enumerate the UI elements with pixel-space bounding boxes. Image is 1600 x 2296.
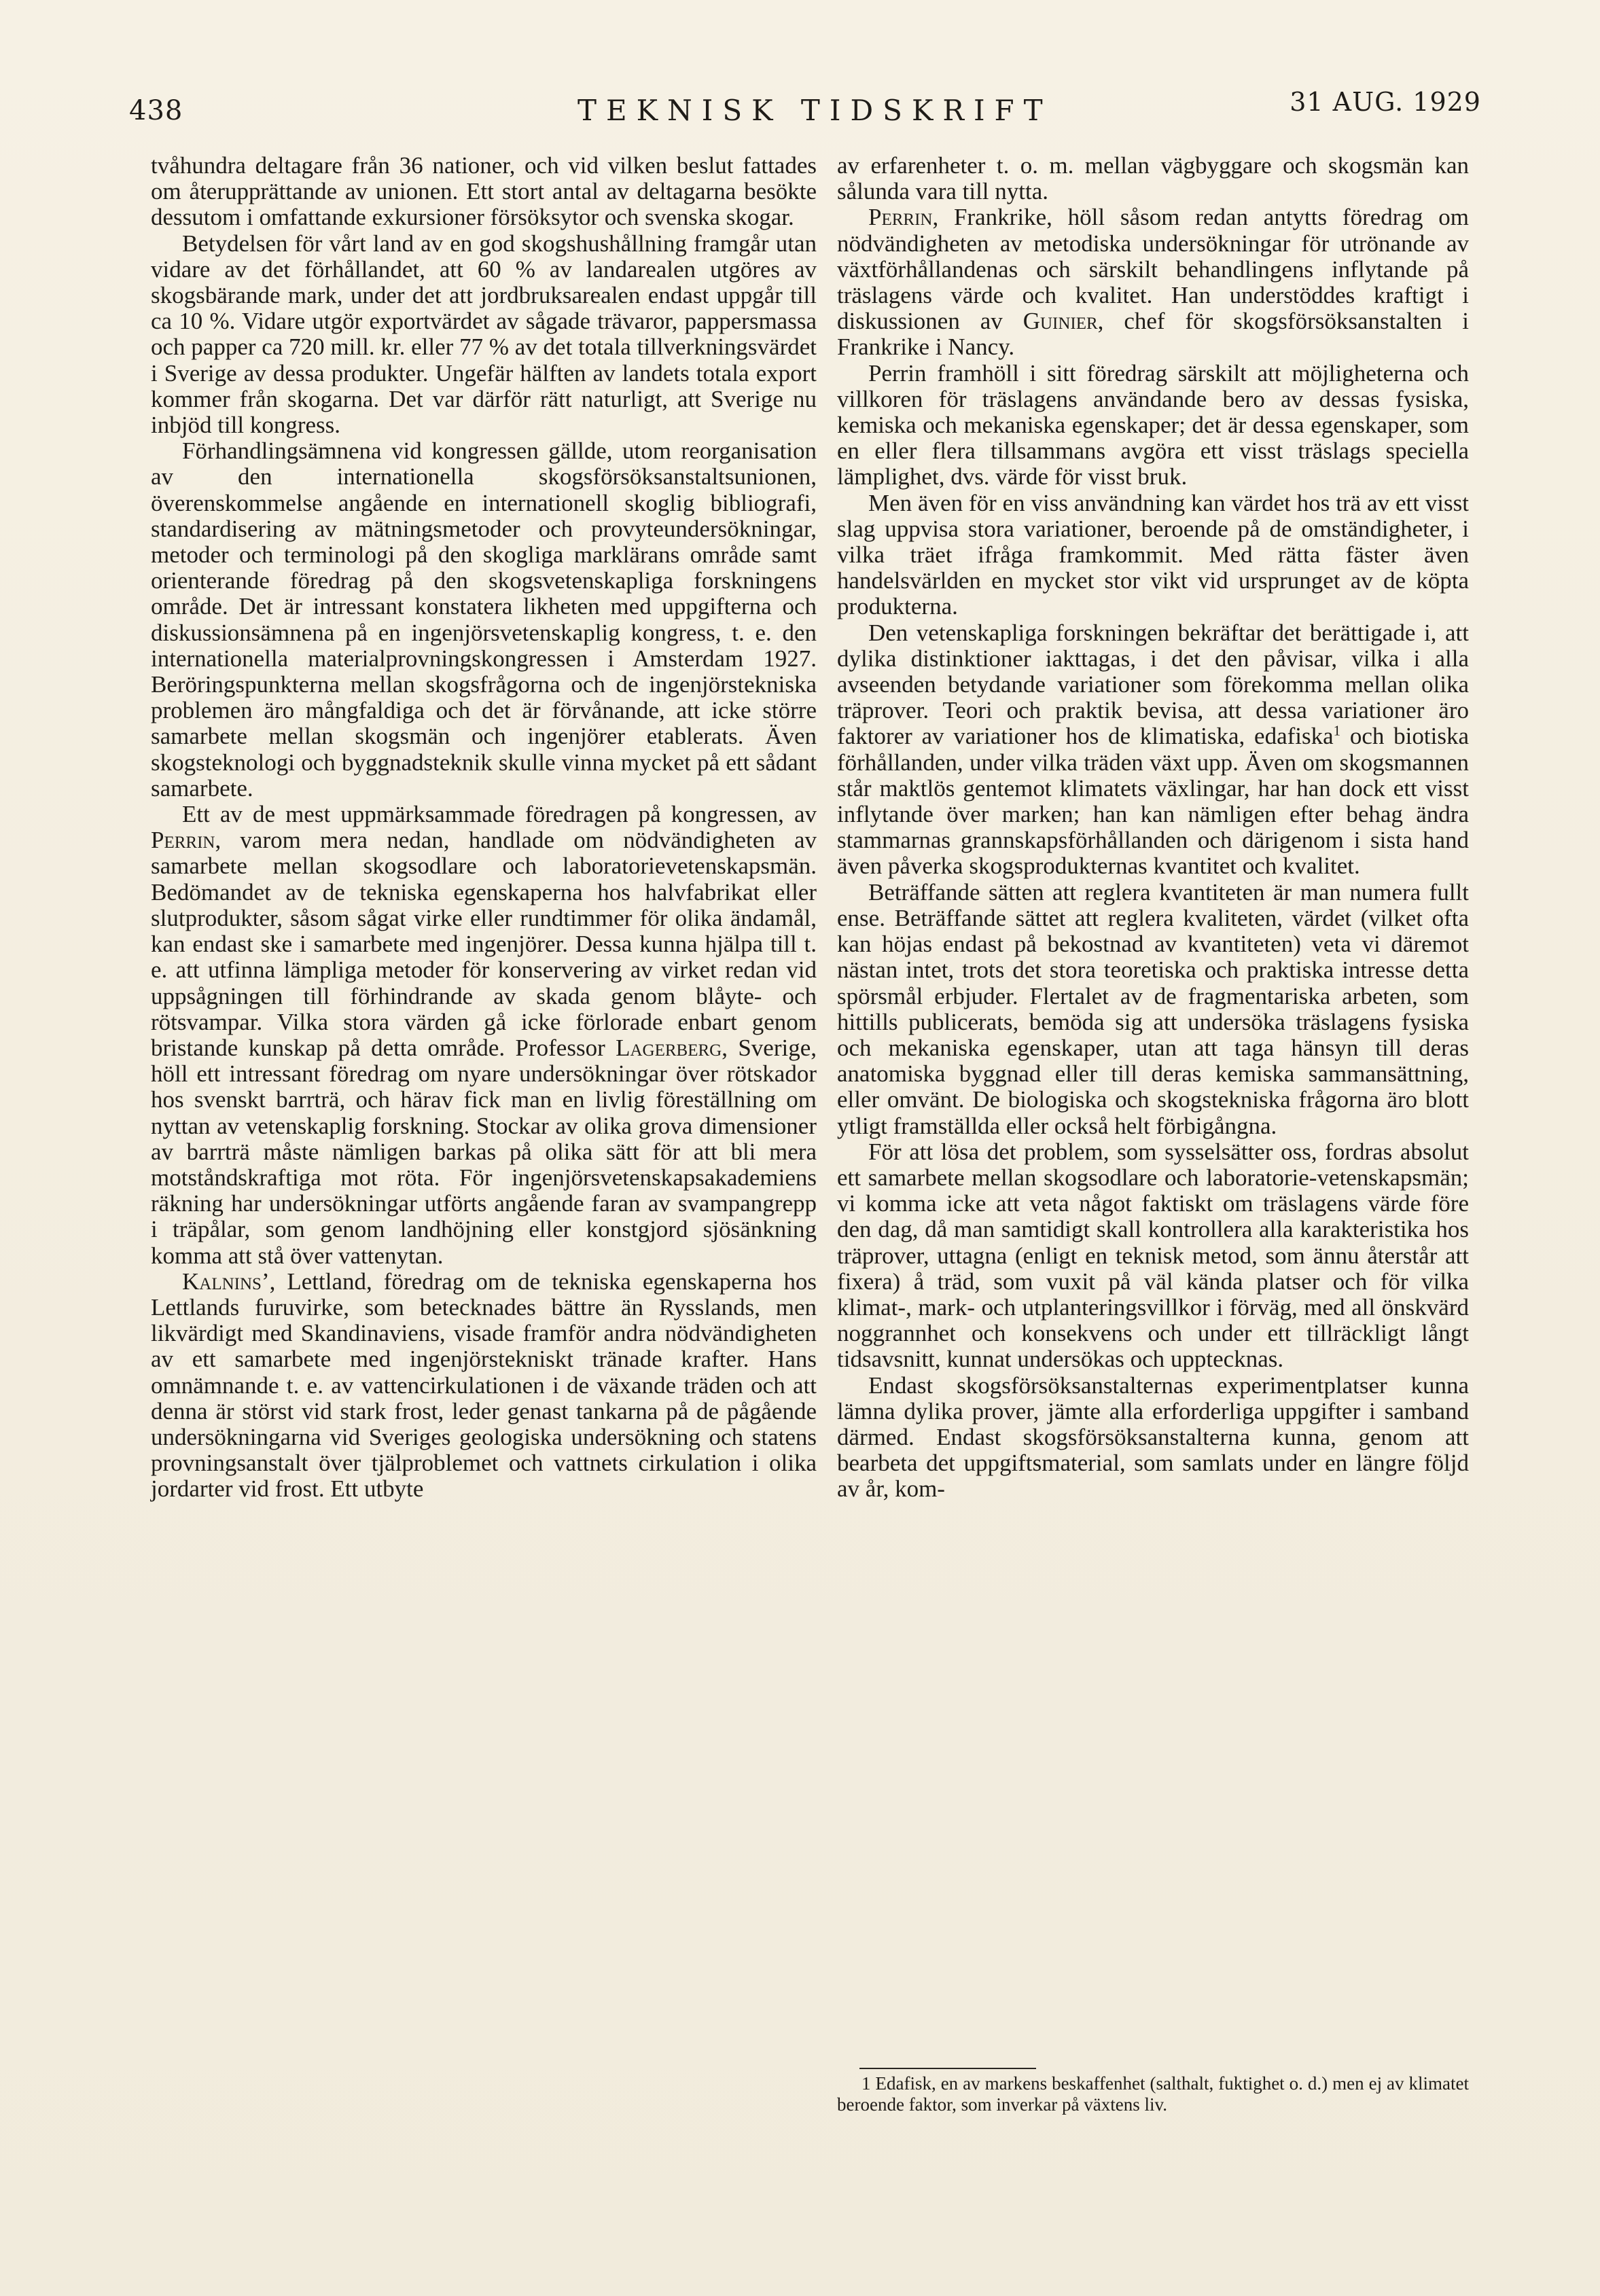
paragraph [151,802,817,1269]
journal-title: TEKNISK TIDSKRIFT [577,94,1052,127]
paragraph-text: Den vetenskapliga forskningen bekräftar det berättigade i, att dylika distinktioner iakttagas, i det den påvisar, vilka i alla avseenden betydande variationer som förekomma mellan olika träprover. Teori och praktik bevisa, att dessa variationer äro faktorer av variationer hos de klimatiska, edafiska [837,619,1469,750]
paragraph-text: , varom mera nedan, handlade om nödvändigheten av samarbete mellan skogsodlare och laboratorievetenskapsmän. Bedömandet av de tekniska egenskaperna hos halvfabrikat eller slutprodukter, såsom sågat virke eller rundtimmer för olika ändamål, kan endast ske i samarbete med ingenjörer. Dessa kunna hjälpa till t. e. att utfinna lämpliga metoder för konservering av virket redan vid uppsågningen till förhindrande av skada genom blåyte- och rötsvampar. Vilka stora värden gå icke förlorade enbart genom bristande kunskap på detta område. Professor [151,827,817,1061]
left-column [151,153,817,1503]
paragraph: Förhandlingsämnena vid kongressen gällde, utom reorganisation av den internationella skogsförsöksanstaltsunionen, överenskommelse angående en internationell skoglig bibliografi, standardisering av mätningsmetoder och provyteundersökningar, metoder och terminologi på den skogliga marklärans område samt orienterande föredrag på den skogsvetenskapliga forskningens område. Det är intressant konstatera likheten med uppgifterna och diskussionsämnena på en ingenjörsvetenskaplig kongress, t. e. den internationella materialprovningskongressen i Amsterdam 1927. Beröringspunkterna mellan skogsfrågorna och de ingenjörstekniska problemen äro mångfaldiga och det är förvånande, att icke större samarbete mellan skogsmän och ingenjörer etablerats. Även skogsteknologi och byggnadsteknik skulle vinna mycket på ett sådant samarbete. [151,437,817,802]
paragraph-text: ’, Lettland, föredrag om de tekniska egenskaperna hos Lettlands furuvirke, som betecknades bättre än Rysslands, men likvärdigt med Skandinaviens, visade framför andra nödvändigheten av ett samarbete med ingenjörstekniskt tränade krafter. Hans omnämnande t. e. av vattencirkulationen i de växande träden och att denna är störst vid stark frost, leder genast tankarna på de pågående undersökningarna vid Sveriges geologiska undersökning och statens provningsanstalt över tjälproblemet och vattnets cirkulation i olika jordarter vid frost. Ett utbyte [151,1268,817,1503]
paragraph-text: och biotiska förhållanden, under vilka träden växt upp. Även om skogsmannen står maktlös gentemot klimatets växlingar, har han dock ett visst inflytande över marken; han kan nämligen efter behag ändra stammarnas grannskapsförhållanden och därigenom i sista hand även påverka skogsprodukternas kvantitet och kvalitet. [837,723,1469,880]
paragraph: Perrin framhöll i sitt föredrag särskilt att möjligheterna och villkoren för träslagens användande bero av dessas fysiska, kemiska och mekaniska egenskaper; det är dessa egenskaper, som en eller flera tillsammans avgöra ett visst träslags speciella lämplighet, dvs. värde för visst bruk. [837,359,1469,490]
paragraph: tvåhundra deltagare från 36 nationer, och vid vilken beslut fattades om återupprättande av unionen. Ett stort antal av deltagarna besökte dessutom i omfattande exkursioner försöksytor och svenska skogar. [151,152,817,231]
footnote-marker: 1 [861,2073,871,2094]
paragraph: För att lösa det problem, som sysselsätter oss, fordras absolut ett samarbete mellan skogsodlare och laboratorie-vetenskapsmän; vi komma icke att veta något faktiskt om träslagens värde före den dag, då man samtidigt skall kontrollera alla karakteristika hos träprover, uttagna (enligt en teknisk metod, som ännu återstår att fixera) å träd, som vuxit på väl kända platser och för vilka klimat-, mark- och utplanteringsvillkor i förväg, med all önskvärd noggrannhet och konsekvens och under ett tillräckligt långt tidsavsnitt, kunnat undersökas och upptecknas. [837,1138,1469,1373]
person-name: Guinier [1023,308,1098,335]
person-name: Perrin [151,827,215,854]
issue-date: 31 AUG. 1929 [1290,87,1481,117]
page-number: 438 [129,95,183,126]
paragraph-text: , chef för skogsförsöksanstalten i Frankrike i Nancy. [837,308,1469,361]
person-name: Lagerberg [616,1034,722,1061]
footnote-text: Edafisk, en av markens beskaffenhet (salthalt, fuktighet o. d.) men ej av klimatet beroende faktor, som inverkar på växtens liv. [837,2073,1469,2115]
paragraph-text: , Sverige, höll ett intressant föredrag om nyare undersökningar över rötskador hos svenskt barrträ, och härav fick man en livlig föreställning om nyttan av vetenskaplig forskning. Stockar av olika grova dimensioner av barrträ måste nämligen barkas på olika sätt för att bli mera motståndskraftiga mot röta. För ingenjörsvetenskapsakademiens räkning har undersökningar utförts angående faran av svampangrepp i träpålar, som genom landhöjning eller konstgjord sjösänkning komma att stå över vattenytan. [151,1034,817,1269]
paragraph [837,620,1469,880]
person-name: Kalnins [182,1268,262,1295]
paragraph: Men även för en viss användning kan värdet hos trä av ett visst slag uppvisa stora variationer, beroende på de omständigheter, i vilka träet ifråga framkommit. Med rätta fäster även handelsvärlden en mycket stor vikt vid ursprunget av de köpta produkterna. [837,489,1469,620]
paragraph-text: , Frankrike, höll såsom redan antytts föredrag om nödvändigheten av metodiska undersökningar för utrönande av växtförhållandenas och särskilt behandlingens inflytande på träslagens värde och kvalitet. Han understöddes kraftigt i diskussionen av [837,204,1469,335]
paragraph: Beträffande sätten att reglera kvantiteten är man numera fullt ense. Beträffande sättet att reglera kvaliteten, värdet (vilket ofta kan höjas endast på bekostnad av kvantiteten) veta vi däremot nästan intet, trots det stora teoretiska och praktiska intresse detta spörsmål erbjuder. Flertalet av de fragmentariska arbeten, som hittills publicerats, bemöda sig att undersöka träslagens fysiska och mekaniska egenskaper, utan att taga hänsyn till deras anatomiska byggnad eller till deras kemiska sammansättning, eller omvänt. De biologiska och skogstekniska frågorna äro blott ytligt framställda eller också helt förbigångna. [837,878,1469,1139]
paragraph-text: Ett av de mest uppmärksammade föredragen på kongressen, av [182,801,817,828]
paragraph: Endast skogsförsöksanstalternas experimentplatser kunna lämna dylika prover, jämte alla erforderliga uppgifter i samband därmed. Endast skogsförsöksanstalterna kunna, genom att bearbeta det uppgiftsmaterial, som samlats under en längre följd av år, kom- [837,1371,1469,1503]
footnote [837,2073,1469,2115]
person-name: Perrin [868,204,933,231]
footnote-reference: 1 [1333,722,1341,739]
paragraph [837,204,1469,360]
paragraph: av erfarenheter t. o. m. mellan vägbyggare och skogsmän kan sålunda vara till nytta. [837,152,1469,205]
paragraph [151,1269,817,1503]
footnote-divider [859,2068,1036,2069]
paragraph: Betydelsen för vårt land av en god skogshushållning framgår utan vidare av det förhållandet, att 60 % av landarealen utgöres av skogsbärande mark, under det att jordbruksarealen endast uppgår till ca 10 %. Vidare utgör exportvärdet av sågade trävaror, pappersmassa och papper ca 720 mill. kr. eller 77 % av det totala tillverkningsvärdet i Sverige av dessa produkter. Ungefär hälften av landets totala export kommer från skogarna. Det var därför rätt naturligt, att Sverige nu inbjöd till kongress. [151,230,817,439]
right-column [837,153,1469,1503]
footnotes [837,2073,1469,2115]
page-header [129,80,1481,134]
